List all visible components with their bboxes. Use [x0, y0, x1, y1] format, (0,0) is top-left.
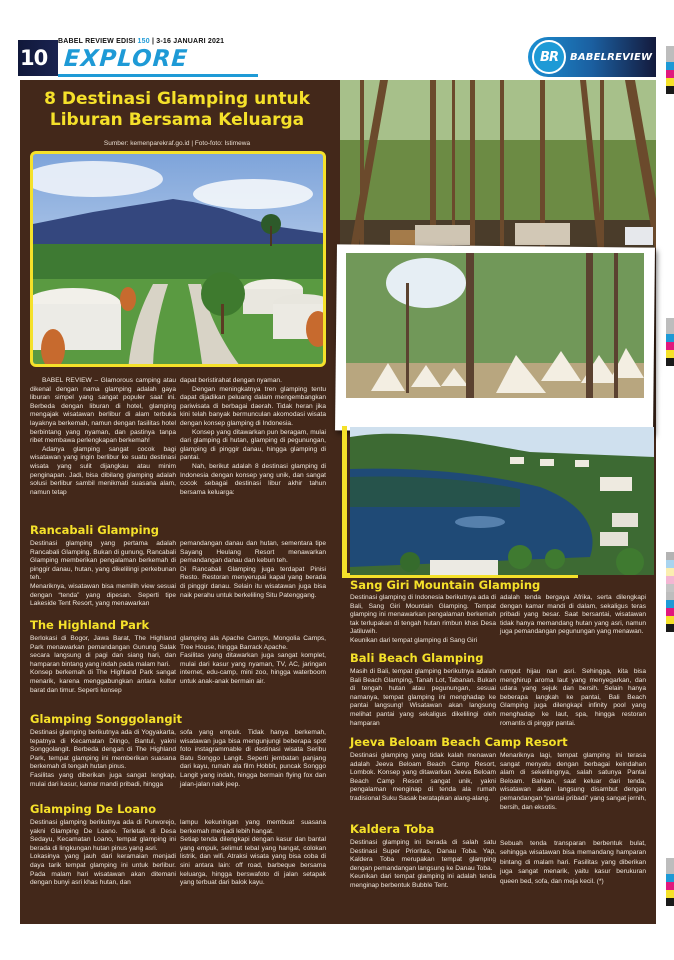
color-registration-bar [666, 46, 674, 94]
section-text-col1 [30, 729, 176, 789]
pine-forest-glamping-photo [340, 80, 656, 248]
article-source: Sumber: kemenparekraf.go.id | Foto-foto: Istimewa [103, 140, 251, 147]
color-swatch [666, 624, 674, 632]
edition-date: | 3-16 JANUARI 2021 [149, 38, 225, 45]
section-text-col1 [350, 752, 496, 804]
color-swatch [666, 318, 674, 326]
paragraph: Di Rancabali Glamping juga terdapat Pinisi Resto. Restoran menyerupai kapal yang berada di pinggir danau. Selain itu wisatawan juga bisa naik perahu untuk berkeliling Situ Patenggang. [180, 565, 326, 599]
intro-paragraph: Nah, berikut adalah 8 destinasi glamping di Indonesia dengan konsep yang unik, dan sangat cocok sebagai destinasi libur akhir tahun bersama keluarga: [180, 462, 326, 496]
section-heading-de-loano: Glamping De Loano [30, 802, 157, 816]
intro-column-2 [180, 377, 326, 497]
paragraph: Destinasi glamping berikutnya ada di Purworejo, yakni Glamping De Loano. Terletak di Desa Sedayu, Kecamatan Loano, tempat glamping ini berada di lingkungan hutan pinus yang asri. [30, 819, 176, 852]
paragraph: Masih di Bali, tempat glamping berikutnya adalah Bali Beach Glamping, Tanah Lot, Tabanan. Bukan di tengah hutan atau pegunungan, sesuai namanya, tempat glamping ini menghadap ke pantai langsung! Wisatawan akan langsung melihat pantai yang sekaligus dikelilingi oleh hamparan [350, 668, 496, 727]
edition-prefix: BABEL REVIEW EDISI [58, 38, 138, 45]
color-swatch [666, 552, 674, 560]
color-swatch [666, 342, 674, 350]
paragraph: adalah tenda bergaya Afrika, serta dilengkapi dengan kamar mandi di dalam, sekaligus teras pribadi yang besar. Saat bersantai, wisatawan tidak hanya memandang hutan yang asri, namun juga pemandangan pegunungan yang menawan. [500, 594, 646, 636]
color-swatch [666, 70, 674, 78]
section-heading-jeeva-beloam: Jeeva Beloam Beach Camp Resort [350, 735, 568, 749]
paragraph: Destinasi glamping di Indonesia berikutnya ada di Bali, Sang Giri Mountain Glamping. Tempat glamping ini menawarkan pengalaman berkemah tak terlupakan di tengah hutan rimbun khas Desa Jatiluwih. [350, 594, 496, 636]
section-rule [58, 74, 258, 77]
section-text-col2 [500, 594, 646, 637]
paragraph: Menariknya lagi, tempat glamping ini terasa sangat menyatu dengan berbagai keindahan alam di sekelilingnya, salah satunya Pantai Beloam. Bahkan, saat keluar dari tenda, wisatawan akan langsung disambut dengan pemandangan “pantai pribadi” yang sangat jernih, bersih, dan eksotis. [500, 752, 646, 811]
color-swatch [666, 576, 674, 584]
section-heading-kaldera-toba: Kaldera Toba [350, 822, 435, 836]
paragraph: Fasilitas yang diberikan juga sangat lengkap, mulai dari kasur, kamar mandi pribadi, hingga [30, 771, 176, 788]
paragraph: Keunikan dari tempat glamping ini adalah tenda menginap berbentuk Bubble Tent. [350, 873, 496, 889]
paragraph: Berlokasi di Bogor, Jawa Barat, The Highland Park menawarkan pemandangan Gunung Salak secara langsung di pagi dan siang hari, dan hamparan bintang yang indah pada malam hari. [30, 635, 176, 668]
lakeside-glamping-photo [350, 427, 654, 575]
page-number: 10 [20, 46, 48, 70]
paragraph: Sebuah tenda transparan berbentuk bulat, sehingga wisatawan bisa memandang hamparan bintang di malam hari. Fasilitas yang diberikan juga sangat menarik, yaitu kasur berukuran queen bed, sofa, dan meja kecil. (*) [500, 840, 646, 885]
paragraph: Menariknya, wisatawan bisa memilih view sesuai dengan “tenda” yang dipesan. Seperti tipe Lakeside Tent Resort, yang menawarkan [30, 582, 176, 608]
paragraph: Destinasi glamping ini berada di salah satu Destinasi Super Prioritas, Danau Toba. Yap, Kaldera Toba merupakan tempat glamping dengan pemandangan langsung ke Danau Toba. [350, 839, 496, 872]
color-swatch [666, 62, 674, 70]
brand-logo-text: BABELREVIEW [570, 52, 653, 63]
color-swatch [666, 890, 674, 898]
color-swatch [666, 882, 674, 890]
paragraph: Fasilitas yang ditawarkan juga sangat komplet, mulai dari kasur yang nyaman, TV, AC, jaringan internet, edu-camp, mini zoo, hingga waterboom untuk anak-anak bermain air. [180, 652, 326, 685]
edition-line [58, 38, 224, 45]
color-swatch [666, 866, 674, 874]
color-swatch [666, 584, 674, 592]
section-text-col1 [30, 635, 176, 695]
intro-paragraph: Dengan meningkatnya tren glamping tentu dapat dijadikan peluang dalam mengembangkan pariwisata di berbagai daerah. Tidak heran jika kini telah banyak bermunculan akomodasi wisata dengan konsep glamping di Indonesia. [180, 385, 326, 427]
section-heading-rancabali: Rancabali Glamping [30, 523, 159, 537]
color-swatch [666, 350, 674, 358]
section-heading-songgolangit: Glamping Songgolangit [30, 712, 183, 726]
section-text-col2 [180, 729, 326, 789]
section-title: EXPLORE [63, 46, 190, 72]
mountain-landscape-illustration [33, 154, 326, 367]
lake-illustration [350, 427, 654, 575]
section-heading-sang-giri: Sang Giri Mountain Glamping [350, 578, 541, 592]
section-text-col2 [500, 668, 646, 728]
color-registration-bar [666, 552, 674, 632]
intro-paragraph: dapat beristirahat dengan nyaman. [180, 377, 282, 384]
color-swatch [666, 334, 674, 342]
color-swatch [666, 54, 674, 62]
paragraph: lampu kekuningan yang membuat suasana berkemah menjadi lebih hangat. [180, 819, 326, 835]
color-swatch [666, 600, 674, 608]
article-title: 8 Destinasi Glamping untuk Liburan Bersama Keluarga [44, 89, 310, 130]
color-swatch [666, 858, 674, 866]
intro-column-1 [30, 377, 176, 497]
paragraph: pemandangan danau dan hutan, sementara tipe Sayang Heulang Resort menawarkan pemandangan danau dan kebun teh. [180, 540, 326, 565]
paragraph: sofa yang empuk. Tidak hanya berkemah, wisatawan juga bisa mengunjungi beberapa spot foto instagrammable di destinasi wisata Seribu Batu Songgo Langit. Seperti jembatan panjang dari kayu, rumah ala film Hobbit, puncak Songgo Langit yang indah, hingga bermain flying fox dan jalan-jalan naik jeep. [180, 729, 326, 788]
intro-paragraph: Konsep yang ditawarkan pun beragam, mulai dari glamping di hutan, glamping di pegunungan, glamping di pinggir danau, hingga glamping di pantai. [180, 428, 326, 462]
intro-paragraph: Adanya glamping sangat cocok bagi wisatawan yang ingin berlibur ke suatu destinasi wisata yang sulit dijangkau atau minim penginapan. Jadi, bisa dibilang glamping adalah solusi berlibur sambil menikmati suasana alam, namun tetap [30, 445, 176, 496]
color-swatch [666, 616, 674, 624]
photo-accent-bar [342, 426, 347, 578]
color-swatch [666, 560, 674, 568]
section-text-col1 [350, 594, 496, 646]
color-swatch [666, 86, 674, 94]
color-swatch [666, 874, 674, 882]
bell-tents-forest-photo [346, 253, 644, 398]
paragraph: Destinasi glamping yang pertama adalah Rancabali Glamping. Bukan di gunung, Rancabali Glamping memberikan pengalaman berkemah di pinggir danau, hutan, yang dikelilingi perkebunan teh. [30, 540, 176, 582]
color-swatch [666, 568, 674, 576]
intro-paragraph: BABEL REVIEW – Glamorous camping atau dikenal dengan nama glamping adalah gaya liburan simpel yang sangat populer saat ini. Berbeda dengan liburan di hotel, glamping mengajak wisatawan berlibur di alam terbuka layaknya berkemah, namun dengan fasilitas hotel berbintang yang nyaman, dan pastinya tanpa ribet membawa perlengkapan berkemah! [30, 377, 176, 445]
color-registration-bar [666, 318, 674, 366]
color-swatch [666, 898, 674, 906]
paragraph: Setiap tenda dilengkapi dengan kasur dan bantal yang empuk, selimut tebal yang hangat, colokan listrik, dan wifi. Atraksi wisata yang bisa coba di sini antara lain: off road, barbeque bersama keluarga, hingga berswafoto di jalan setapak yang terbuat dari balok kayu. [180, 836, 326, 887]
edition-number: 150 [137, 38, 150, 45]
section-text-col1 [350, 839, 496, 891]
paragraph: glamping ala Apache Camps, Mongolia Camps, Tree House, hingga Barrack Apache. [180, 635, 326, 651]
color-swatch [666, 46, 674, 54]
section-text-col1 [30, 540, 176, 609]
section-text-col2 [180, 819, 326, 888]
color-registration-bar [666, 858, 674, 906]
section-text-col2 [180, 540, 326, 600]
color-swatch [666, 78, 674, 86]
color-swatch [666, 608, 674, 616]
paragraph: Konsep berkemah di The Highland Park sangat menarik, karena menggabungkan antara kultur barat dan timur. Seperti konsep [30, 669, 176, 694]
section-text-col2 [500, 839, 646, 886]
paragraph: Keunikan dari tempat glamping di Sang Giri [350, 636, 478, 644]
highland-park-yurts-photo [30, 151, 326, 367]
section-text-col2 [500, 752, 646, 812]
color-swatch [666, 326, 674, 334]
color-swatch [666, 358, 674, 366]
paragraph: Destinasi glamping yang tidak kalah menawan adalah Jeeva Beloam Beach Camp Resort, Lombok. Konsep yang ditawarkan Jeeva Beloam Beach Camp Resort sangat unik, yakni pengalaman menginap di tenda ala rumah tradisional Suku Sasak beratapkan alang-alang. [350, 752, 496, 802]
section-heading-bali-beach: Bali Beach Glamping [350, 651, 484, 665]
pine-forest-illustration [340, 80, 656, 248]
paragraph: Lokasinya yang jauh dari keramaian menjadi daya tarik tempat glamping ini untuk berlibur. Pada malam hari wisatawan akan ditemani dengan bunyi asri khas hutan, dan [30, 853, 176, 887]
section-heading-highland-park: The Highland Park [30, 618, 150, 632]
section-text-col1 [30, 819, 176, 888]
brand-logo-icon: BR [532, 40, 566, 74]
section-text-col1 [350, 668, 496, 728]
paragraph: rumput hijau nan asri. Sehingga, kita bisa menghirup aroma laut yang menyegarkan, dan udara yang sejuk dan bersih. Selain hanya beberapa langkah ke pantai, Bali Beach Glamping juga dilengkapi infinity pool yang menghadap ke laut, spa, hingga restoran romantis di pinggir pantai. [500, 668, 646, 727]
section-text-col2 [180, 635, 326, 687]
bell-tents-illustration [346, 253, 644, 398]
color-swatch [666, 592, 674, 600]
paragraph: Destinasi glamping berikutnya ada di Yogyakarta, tepatnya di Kecamatan Dlingo, Bantul, yakni Songgolangit. Berbeda dengan di The Highland Park, tempat glamping ini memberikan suasana berkemah di tengah hutan pinus. [30, 729, 176, 771]
